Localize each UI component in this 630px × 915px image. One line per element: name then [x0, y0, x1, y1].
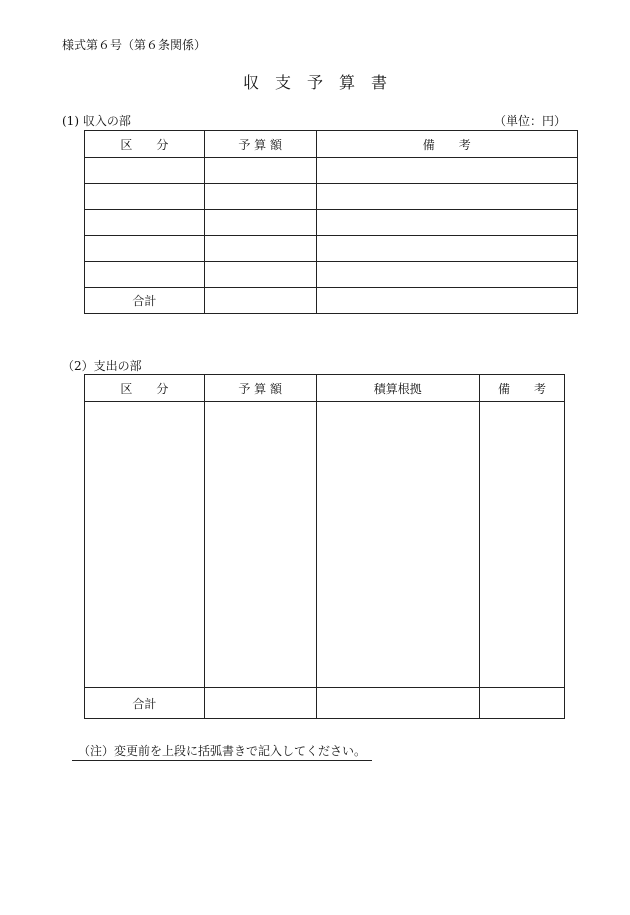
income-cell-category[interactable] [85, 236, 205, 262]
income-cell-remarks[interactable] [316, 262, 577, 288]
income-total-row [85, 288, 578, 314]
expense-table [84, 374, 565, 719]
column-header-basis: 積算根拠 [316, 375, 480, 402]
income-total-remarks[interactable] [316, 288, 577, 314]
column-header-budget: 予 算 額 [204, 131, 316, 158]
expense-cell-remarks[interactable] [480, 402, 565, 688]
income-row [85, 236, 578, 262]
expense-total-label: 合計 [85, 688, 205, 719]
income-total-label: 合計 [85, 288, 205, 314]
expense-total-basis[interactable] [316, 688, 480, 719]
income-cell-category[interactable] [85, 158, 205, 184]
income-cell-remarks[interactable] [316, 158, 577, 184]
income-cell-budget[interactable] [204, 184, 316, 210]
expense-section-heading: （2）支出の部 [62, 359, 142, 373]
column-header-remarks: 備 考 [480, 375, 565, 402]
document-title: 収支予算書 [242, 73, 403, 92]
expense-total-row [85, 688, 565, 719]
income-cell-category[interactable] [85, 184, 205, 210]
unit-label: （単位：円） [493, 114, 566, 128]
expense-total-remarks[interactable] [480, 688, 565, 719]
column-header-budget: 予 算 額 [204, 375, 316, 402]
income-row [85, 210, 578, 236]
income-cell-category[interactable] [85, 210, 205, 236]
income-cell-budget[interactable] [204, 210, 316, 236]
column-header-remarks: 備 考 [316, 131, 577, 158]
income-cell-category[interactable] [85, 262, 205, 288]
expense-cell-budget[interactable] [204, 402, 316, 688]
income-table [84, 130, 578, 314]
expense-cell-basis[interactable] [316, 402, 480, 688]
income-row [85, 184, 578, 210]
income-cell-budget[interactable] [204, 236, 316, 262]
expense-total-budget[interactable] [204, 688, 316, 719]
income-section-heading: (1) 収入の部 [62, 114, 131, 128]
column-header-category: 区 分 [85, 375, 205, 402]
income-row [85, 158, 578, 184]
income-row [85, 262, 578, 288]
column-header-category: 区 分 [85, 131, 205, 158]
expense-body-row [85, 402, 565, 688]
income-cell-remarks[interactable] [316, 210, 577, 236]
income-header-row [85, 131, 578, 158]
footnote: （注）変更前を上段に括弧書きで記入してください。 [72, 742, 372, 761]
income-cell-remarks[interactable] [316, 184, 577, 210]
expense-cell-category[interactable] [85, 402, 205, 688]
income-total-budget[interactable] [204, 288, 316, 314]
income-cell-budget[interactable] [204, 158, 316, 184]
income-cell-remarks[interactable] [316, 236, 577, 262]
form-number: 様式第６号（第６条関係） [62, 38, 207, 52]
expense-header-row [85, 375, 565, 402]
income-cell-budget[interactable] [204, 262, 316, 288]
